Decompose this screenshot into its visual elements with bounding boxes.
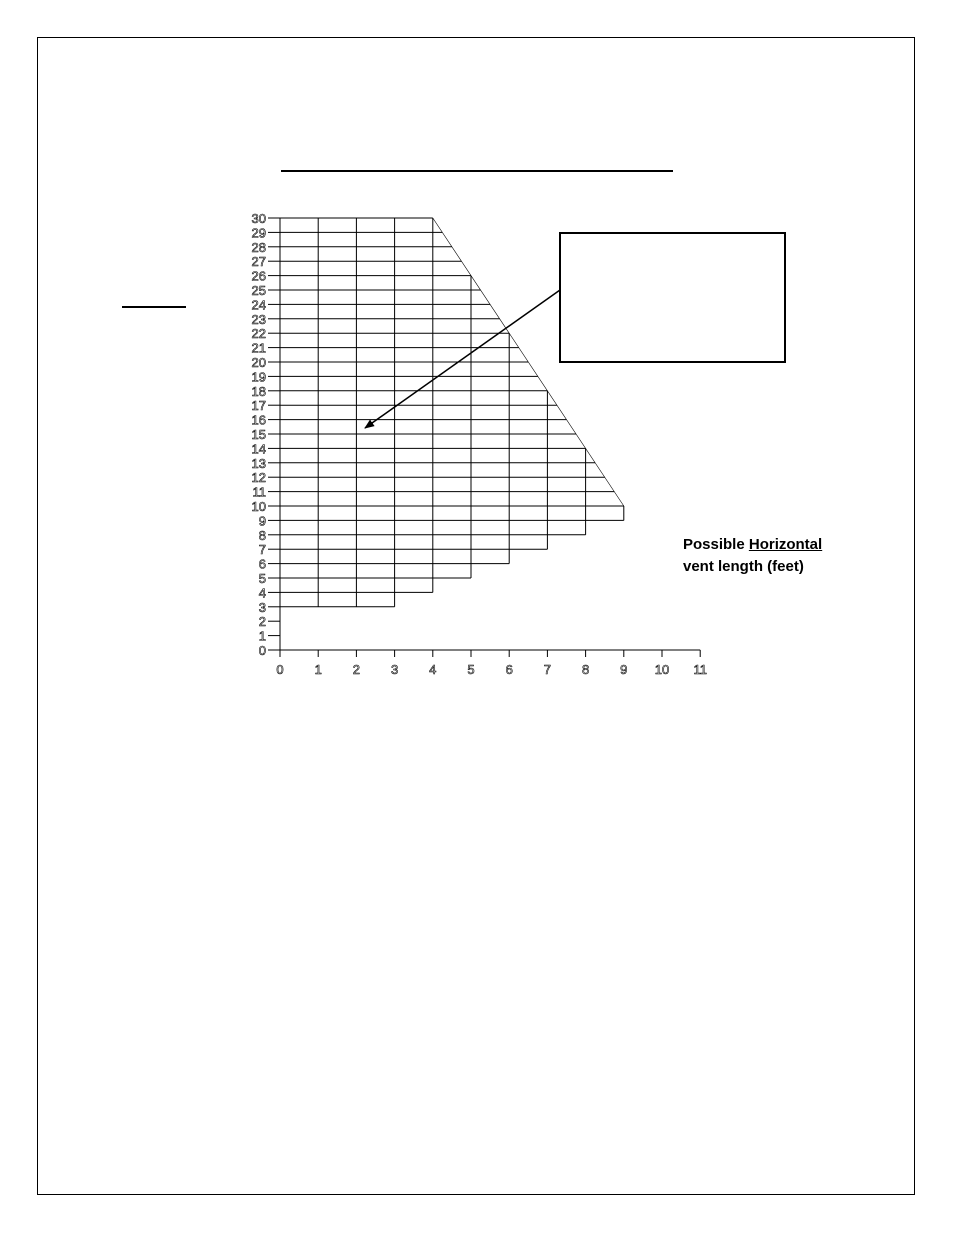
x-tick-label: 1 [314, 662, 322, 677]
y-tick-label: 11 [252, 484, 266, 500]
y-tick-label: 16 [251, 412, 266, 428]
y-tick-label: 6 [258, 556, 266, 572]
y-tick-label: 17 [251, 398, 266, 414]
y-tick-label: 23 [251, 311, 266, 327]
x-tick-label: 7 [543, 662, 552, 677]
x-axis-label [683, 534, 863, 578]
y-tick-label: 20 [251, 355, 266, 370]
y-tick-label: 12 [251, 470, 266, 486]
callout-box [560, 233, 785, 362]
x-tick-label: 9 [620, 662, 628, 677]
y-tick-label: 8 [258, 527, 266, 543]
x-tick-label: 0 [276, 662, 284, 677]
y-tick-label: 1 [258, 628, 266, 644]
y-tick-label: 21 [251, 340, 266, 356]
y-tick-label: 15 [251, 427, 266, 442]
y-tick-label: 0 [258, 643, 266, 658]
x-label-prefix: Possible [683, 536, 749, 553]
y-tick-label: 28 [251, 239, 266, 255]
x-tick-label: 2 [352, 662, 361, 677]
x-tick-label: 3 [390, 662, 399, 677]
x-label-suffix: vent length (feet) [683, 558, 804, 575]
y-tick-label: 3 [258, 599, 266, 615]
x-tick-label: 8 [581, 662, 590, 677]
y-tick-label: 24 [251, 297, 266, 313]
y-tick-label: 27 [251, 254, 266, 270]
x-tick-label: 5 [467, 662, 475, 677]
y-tick-label: 25 [251, 283, 266, 298]
y-tick-label: 10 [251, 499, 266, 514]
y-tick-label: 18 [251, 383, 266, 399]
y-tick-label: 5 [258, 571, 266, 586]
y-tick-label: 2 [258, 614, 266, 630]
y-tick-label: 14 [251, 441, 266, 457]
x-tick-label: 6 [505, 662, 513, 677]
y-tick-label: 19 [251, 369, 266, 385]
x-tick-label: 4 [429, 662, 437, 677]
y-tick-label: 26 [251, 268, 266, 284]
y-tick-label: 9 [258, 513, 266, 529]
y-tick-label: 29 [251, 225, 266, 241]
x-label-underlined: Horizontal [748, 536, 823, 553]
y-tick-label: 13 [251, 455, 266, 471]
x-tick-label: 10 [654, 662, 670, 677]
y-tick-label: 22 [251, 326, 266, 342]
x-tick-label: 11 [693, 662, 707, 677]
y-tick-label: 7 [258, 542, 266, 558]
y-tick-label: 30 [251, 211, 266, 226]
y-tick-label: 4 [258, 585, 266, 601]
